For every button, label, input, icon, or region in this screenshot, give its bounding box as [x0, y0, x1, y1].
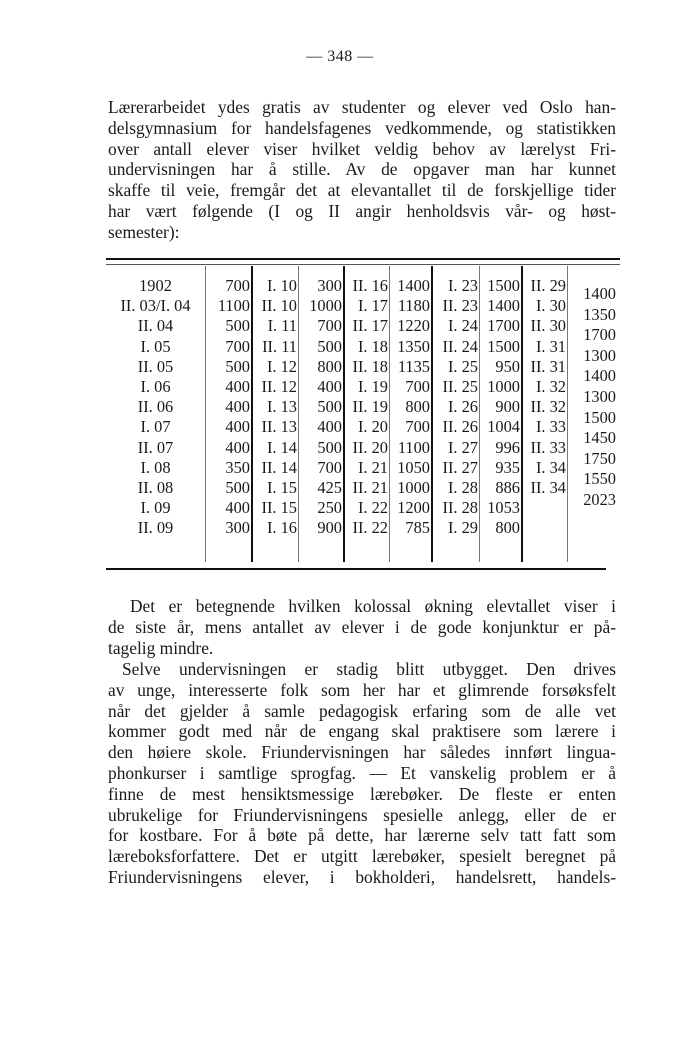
period-label: II. 03/I. 04 [120, 296, 191, 316]
text-line: skaffe til veie, fremgår det at elevantallet til de forskjellige tider [108, 180, 616, 201]
period-label: II. 25 [442, 377, 478, 397]
period-label: I. 08 [140, 457, 171, 477]
count-value: 500 [225, 478, 250, 498]
count-value: 700 [225, 336, 250, 356]
period-label: I. 07 [140, 417, 171, 437]
col5-counts [572, 284, 616, 511]
count-value: 1053 [487, 498, 520, 518]
period-label: I. 10 [266, 276, 297, 295]
count-value: 1400 [487, 296, 520, 316]
count-value: 700 [317, 457, 342, 477]
period-label: I. 23 [447, 276, 478, 295]
count-value: 1050 [397, 457, 430, 477]
count-value: 1100 [397, 437, 430, 457]
col4-periods [433, 276, 478, 539]
count-value: 1400 [583, 366, 616, 386]
count-value: 1500 [583, 407, 616, 427]
period-label: II. 04 [137, 316, 174, 336]
text-line: for kostbare. For å bøte på dette, har lærerne selv tatt fatt som [108, 825, 616, 846]
count-value: 800 [405, 397, 430, 417]
count-value: 425 [317, 478, 342, 498]
period-label: II. 23 [442, 296, 478, 316]
intro-paragraph [108, 97, 616, 243]
count-value: 300 [317, 276, 342, 295]
count-value: 1550 [583, 469, 616, 489]
period-label: II. 17 [352, 316, 388, 336]
period-label: I. 19 [357, 377, 388, 397]
count-value: 935 [495, 457, 520, 477]
text-line: når det gjelder å samle pedagogisk erfaring som de alle vet [108, 700, 616, 721]
count-value: 400 [225, 437, 250, 457]
period-label: II. 15 [261, 498, 297, 518]
count-value: 785 [405, 518, 430, 538]
count-value: 400 [225, 417, 250, 437]
count-value: 1000 [397, 478, 430, 498]
period-label: II. 16 [352, 276, 388, 295]
count-value: 500 [225, 356, 250, 376]
period-label: I. 11 [267, 316, 297, 336]
count-value: 2023 [583, 489, 616, 509]
count-value: 950 [495, 356, 520, 376]
text-line: læreboksforfattere. Det er utgitt lærebøker, spesielt beregnet på [108, 846, 616, 867]
period-label: II. 05 [137, 356, 174, 376]
col3-counts [390, 276, 430, 539]
period-label: II. 28 [442, 498, 478, 518]
period-label: II. 22 [352, 518, 388, 538]
count-value: 400 [225, 397, 250, 417]
col5-periods [523, 276, 566, 498]
count-value: 1750 [583, 448, 616, 468]
text-line: av unge, interesserte folk som her har et glimrende forsøksfelt [108, 679, 616, 700]
count-value: 250 [317, 498, 342, 518]
col3-periods [345, 276, 388, 539]
count-value: 700 [405, 377, 430, 397]
count-value: 400 [225, 498, 250, 518]
period-label: II. 31 [530, 356, 566, 376]
count-value: 300 [225, 518, 250, 538]
period-label: I. 26 [447, 397, 478, 417]
text-line: delsgymnasium for handelsfagenes vedkommende, og statistikken [108, 117, 616, 138]
period-label: I. 22 [357, 498, 388, 518]
period-label: II. 14 [261, 457, 297, 477]
count-value: 1300 [583, 345, 616, 365]
period-label: II. 12 [261, 377, 297, 397]
period-label: I. 13 [266, 397, 297, 417]
period-label: I. 27 [447, 437, 478, 457]
period-label: II. 32 [530, 397, 566, 417]
count-value: 1500 [487, 276, 520, 295]
count-value: 800 [495, 518, 520, 538]
period-label: I. 15 [266, 478, 297, 498]
count-value: 1200 [397, 498, 430, 518]
period-label: I. 34 [535, 457, 566, 477]
text-line: Friundervisningens elever, i bokholderi, handelsrett, handels- [108, 866, 616, 887]
count-value: 1700 [583, 325, 616, 345]
period-label: II. 30 [530, 316, 566, 336]
period-label: I. 12 [266, 356, 297, 376]
period-label: II. 08 [137, 478, 174, 498]
period-label: II. 19 [352, 397, 388, 417]
count-value: 1400 [583, 284, 616, 303]
count-value: 1000 [309, 296, 342, 316]
page-number: — 348 — [306, 48, 374, 65]
count-value: 1700 [487, 316, 520, 336]
table-bottom-rule [106, 568, 606, 570]
paragraph-3 [108, 659, 616, 888]
count-value: 700 [405, 417, 430, 437]
col4-counts [480, 276, 520, 539]
period-label: I. 28 [447, 478, 478, 498]
period-label: I. 14 [266, 437, 297, 457]
count-value: 996 [495, 437, 520, 457]
period-label: I. 32 [535, 377, 566, 397]
count-value: 1350 [397, 336, 430, 356]
count-value: 500 [317, 397, 342, 417]
paragraph-2 [108, 596, 616, 658]
period-label: II. 18 [352, 356, 388, 376]
text-line: ubrukelige for Friundervisningens spesielle anlegg, eller de er [108, 804, 616, 825]
text-line: har vært følgende (I og II angir henholdsvis vår- og høst- [108, 200, 616, 221]
text-line: over antall elever viser hvilket veldig behov av lærelyst Fri- [108, 138, 616, 159]
count-value: 1100 [217, 296, 250, 316]
period-label: II. 29 [530, 276, 566, 295]
period-label: I. 09 [140, 498, 171, 518]
enrollment-table [106, 258, 620, 570]
text-line: den høiere skole. Friundervisningen har således innført lingua- [108, 742, 616, 763]
text-line: finne de mest hensiktsmessige lærebøker. De fleste er enten [108, 783, 616, 804]
col1-periods [106, 276, 205, 539]
period-label: I. 20 [357, 417, 388, 437]
period-label: I. 25 [447, 356, 478, 376]
period-label: II. 26 [442, 417, 478, 437]
text-line: de siste år, mens antallet av elever i de gode konjunktur er på- [108, 616, 616, 637]
table-top-rule-thin [106, 264, 620, 265]
period-label: II. 07 [137, 437, 174, 457]
period-label: I. 06 [140, 377, 171, 397]
count-value: 886 [495, 478, 520, 498]
count-value: 500 [317, 336, 342, 356]
count-value: 500 [225, 316, 250, 336]
text-line: tagelig mindre. [108, 637, 214, 658]
text-line: Lærerarbeidet ydes gratis av studenter og elever ved Oslo han- [108, 97, 616, 117]
col2-periods [253, 276, 297, 539]
count-value: 1350 [583, 304, 616, 324]
period-label: II. 21 [352, 478, 388, 498]
count-value: 400 [317, 377, 342, 397]
col1-counts [206, 276, 250, 539]
count-value: 1400 [397, 276, 430, 295]
count-value: 800 [317, 356, 342, 376]
period-label: I. 18 [357, 336, 388, 356]
text-line: Det er betegnende hvilken kolossal økning elevtallet viser i [130, 596, 616, 616]
period-label: I. 17 [357, 296, 388, 316]
period-label: II. 20 [352, 437, 388, 457]
count-value: 350 [225, 457, 250, 477]
text-line: kommer godt med når de engang skal praktisere som lærere i [108, 721, 616, 742]
period-label: II. 13 [261, 417, 297, 437]
period-label: I. 33 [535, 417, 566, 437]
column-divider [567, 266, 568, 562]
table-top-rule [106, 258, 620, 260]
text-line: phonkurser i samtlige sprogfag. — Et vanskelig problem er å [108, 762, 616, 783]
period-label: II. 10 [261, 296, 297, 316]
period-label: 1902 [139, 276, 172, 295]
count-value: 1300 [583, 386, 616, 406]
text-line: Selve undervisningen er stadig blitt utbygget. Den drives [122, 659, 616, 679]
count-value: 400 [317, 417, 342, 437]
count-value: 500 [317, 437, 342, 457]
count-value: 1180 [397, 296, 430, 316]
period-label: I. 24 [447, 316, 478, 336]
period-label: II. 11 [262, 336, 297, 356]
text-line: semester): [108, 221, 180, 242]
period-label: I. 16 [266, 518, 297, 538]
period-label: II. 24 [442, 336, 478, 356]
count-value: 1004 [487, 417, 520, 437]
period-label: I. 05 [140, 336, 171, 356]
period-label: I. 21 [357, 457, 388, 477]
count-value: 900 [495, 397, 520, 417]
count-value: 1220 [397, 316, 430, 336]
count-value: 1450 [583, 428, 616, 448]
period-label: II. 27 [442, 457, 478, 477]
period-label: II. 34 [530, 478, 566, 498]
period-label: I. 29 [447, 518, 478, 538]
count-value: 1135 [397, 356, 430, 376]
text-line: undervisningen har å stille. Av de opgaver man har kunnet [108, 159, 616, 180]
period-label: I. 31 [535, 336, 566, 356]
count-value: 700 [317, 316, 342, 336]
count-value: 900 [317, 518, 342, 538]
count-value: 400 [225, 377, 250, 397]
count-value: 1000 [487, 377, 520, 397]
period-label: II. 33 [530, 437, 566, 457]
count-value: 700 [225, 276, 250, 295]
period-label: II. 09 [137, 518, 174, 538]
col2-counts [299, 276, 342, 539]
count-value: 1500 [487, 336, 520, 356]
period-label: I. 30 [535, 296, 566, 316]
period-label: II. 06 [137, 397, 174, 417]
